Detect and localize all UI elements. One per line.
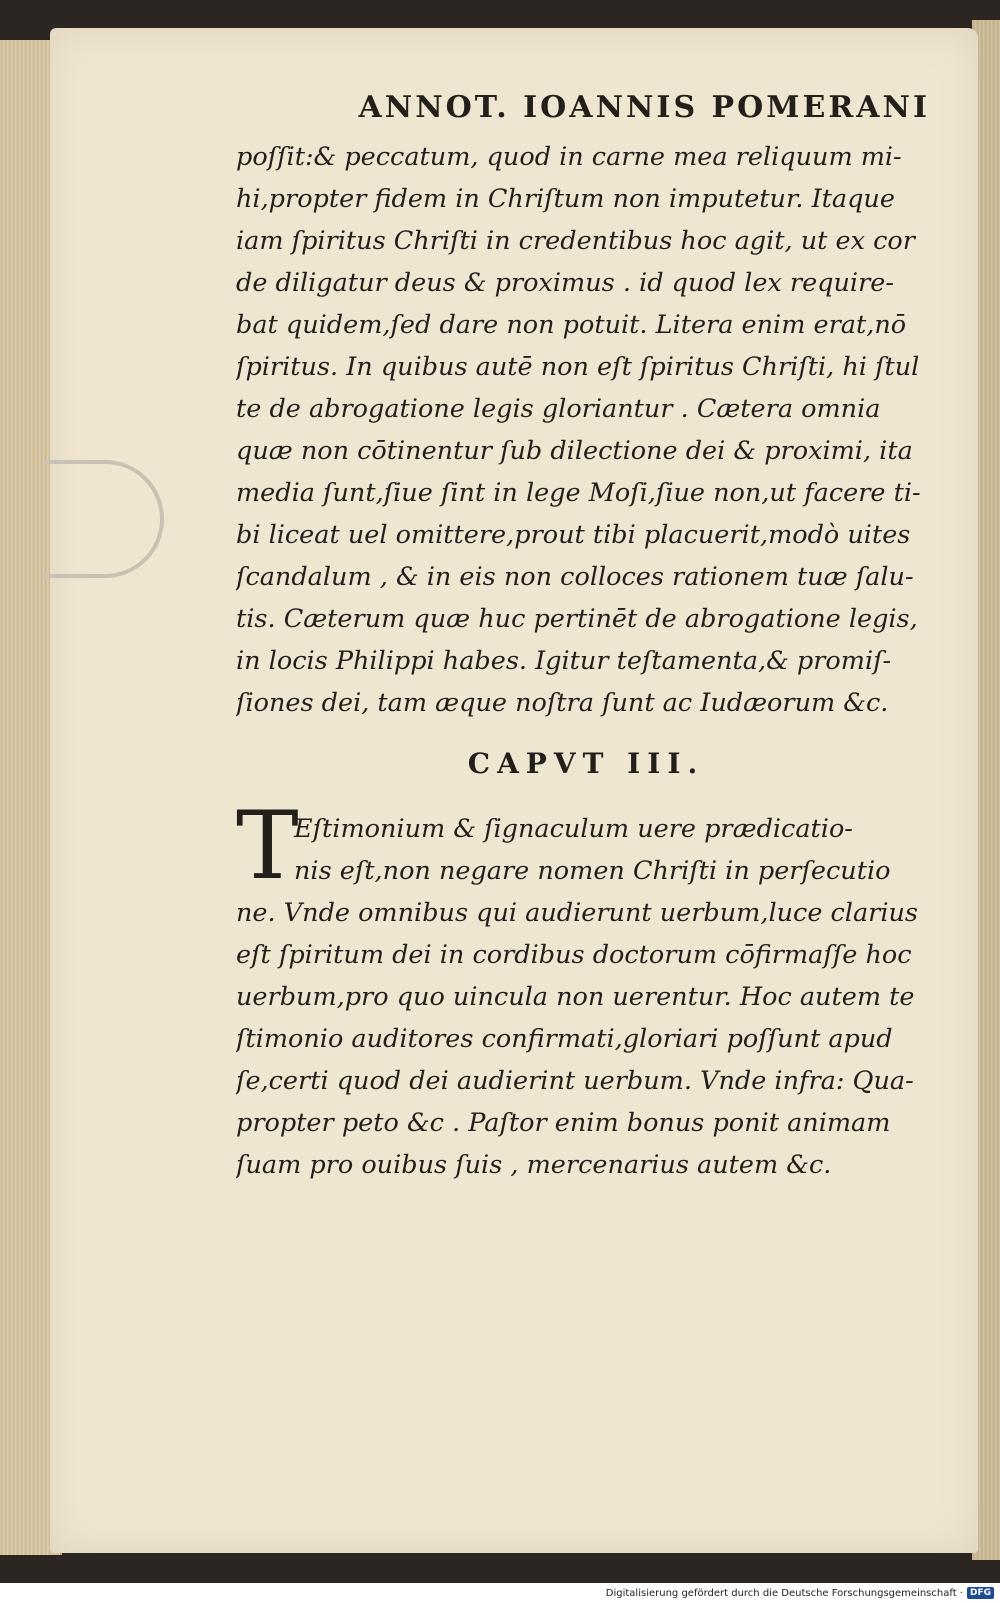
running-head: ANNOT. IOANNIS POMERANI [358,90,930,125]
text-line: Eſtimonium & ſignaculum uere prædicatio- [294,814,853,844]
text-line: iam ſpiritus Chriſti in credentibus hoc agit, ut ex cor [236,226,915,256]
text-line: ſiones dei, tam æque noſtra ſunt ac Iudæorum &c. [236,688,889,718]
drop-cap: T [236,792,299,901]
text-line: hi,propter fidem in Chriſtum non imputetur. Itaque [236,184,895,214]
text-line: media ſunt,ſiue ſint in lege Moſi,ſiue non,ut facere ti- [236,478,921,508]
chapter-heading: CAPVT III. [467,747,705,780]
digitization-credit [606,1585,994,1601]
dfg-logo-icon: DFG [967,1587,994,1599]
text-block [236,80,936,1186]
text-line: de diligatur deus & proximus . id quod lex require- [236,268,894,298]
text-line: ſpiritus. In quibus autē non eſt ſpiritus Chriſti, hi ſtul [236,352,920,382]
text-line: uerbum,pro quo uincula non uerentur. Hoc autem te [236,982,915,1012]
bookmark-ribbon-icon [44,460,164,578]
chapter-paragraph [236,792,936,1186]
text-line: bi liceat uel omittere,prout tibi placuerit,modò uites [236,520,911,550]
text-line: quæ non cōtinentur ſub dilectione dei & proximi, ita [236,436,913,466]
text-line: ſe,certi quod dei audierint uerbum. Vnde infra: Qua- [236,1066,914,1096]
text-line: ſcandalum , & in eis non colloces rationem tuæ ſalu- [236,562,914,592]
text-line: ſtimonio auditores confirmati,gloriari poſſunt apud [236,1024,893,1054]
text-line: in locis Philippi habes. Igitur teſtamenta,& promiſ- [236,646,892,676]
credit-text: Digitalisierung gefördert durch die Deutsche Forschungsgemeinschaft · [605,1587,963,1599]
text-line: ne. Vnde omnibus qui audierunt uerbum,luce clarius [236,898,919,928]
text-line: nis eſt,non negare nomen Chriſti in perſecutio [294,856,891,886]
text-line: bat quidem,ſed dare non potuit. Litera enim erat,nō [236,310,907,340]
text-line: te de abrogatione legis gloriantur . Cætera omnia [236,394,881,424]
text-line: poſſit:& peccatum, quod in carne mea reliquum mi- [236,142,902,172]
text-line: propter peto &c . Paſtor enim bonus ponit animam [236,1108,891,1138]
text-line: tis. Cæterum quæ huc pertinēt de abrogatione legis, [236,604,918,634]
text-line: eſt ſpiritum dei in cordibus doctorum cōfirmaſſe hoc [236,940,912,970]
text-line: ſuam pro ouibus ſuis , mercenarius autem &c. [236,1150,832,1180]
paragraph [236,136,936,724]
